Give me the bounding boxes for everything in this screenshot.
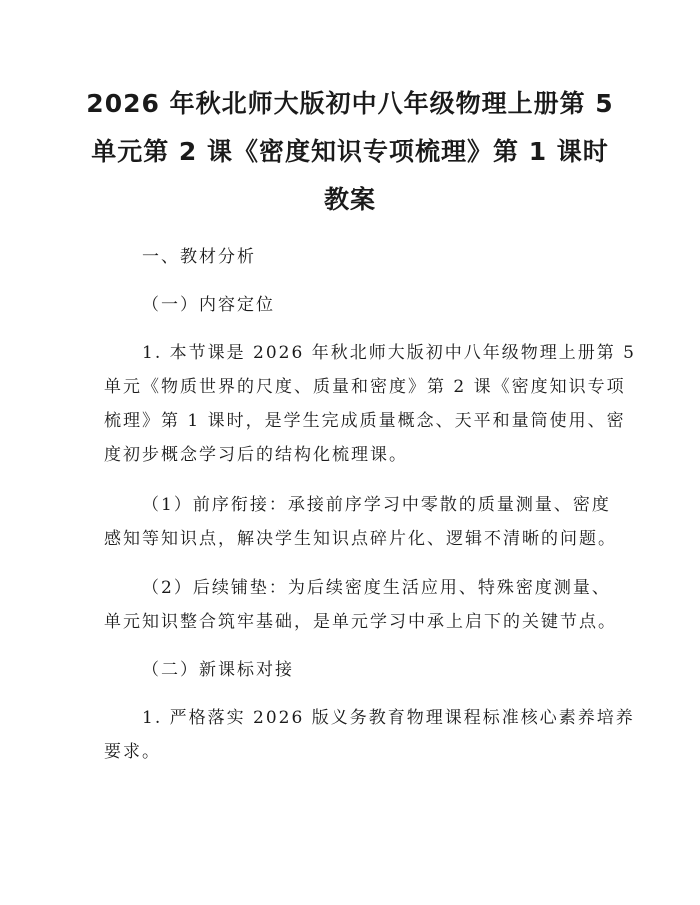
paragraph-3-line-1: （2）后续铺垫：为后续密度生活应用、特殊密度测量、 — [142, 578, 611, 598]
paragraph-1-line-1: 1. 本节课是 2026 年秋北师大版初中八年级物理上册第 5 — [142, 343, 636, 363]
document-title-line-3: 教案 — [323, 185, 376, 214]
paragraph-2-line-2: 感知等知识点，解决学生知识点碎片化、逻辑不清晰的问题。 — [104, 529, 617, 549]
document-title-line-1: 2026 年秋北师大版初中八年级物理上册第 5 — [86, 89, 614, 118]
paragraph-3-line-2: 单元知识整合筑牢基础，是单元学习中承上启下的关键节点。 — [104, 612, 617, 632]
paragraph-1-line-4: 度初步概念学习后的结构化梳理课。 — [104, 445, 408, 465]
paragraph-2-line-1: （1）前序衔接：承接前序学习中零散的质量测量、密度 — [142, 495, 611, 515]
document-title-line-2: 单元第 2 课《密度知识专项梳理》第 1 课时 — [91, 137, 609, 166]
paragraph-4-line-2: 要求。 — [104, 742, 161, 762]
section-heading-materials-analysis: 一、教材分析 — [142, 247, 256, 267]
paragraph-1-line-2: 单元《物质世界的尺度、质量和密度》第 2 课《密度知识专项 — [104, 377, 626, 397]
paragraph-1-line-3: 梳理》第 1 课时，是学生完成质量概念、天平和量筒使用、密 — [104, 411, 626, 431]
subsection-heading-new-curriculum: （二）新课标对接 — [142, 660, 294, 680]
subsection-heading-content-positioning: （一）内容定位 — [142, 295, 275, 315]
paragraph-4-line-1: 1. 严格落实 2026 版义务教育物理课程标准核心素养培养 — [142, 708, 635, 728]
